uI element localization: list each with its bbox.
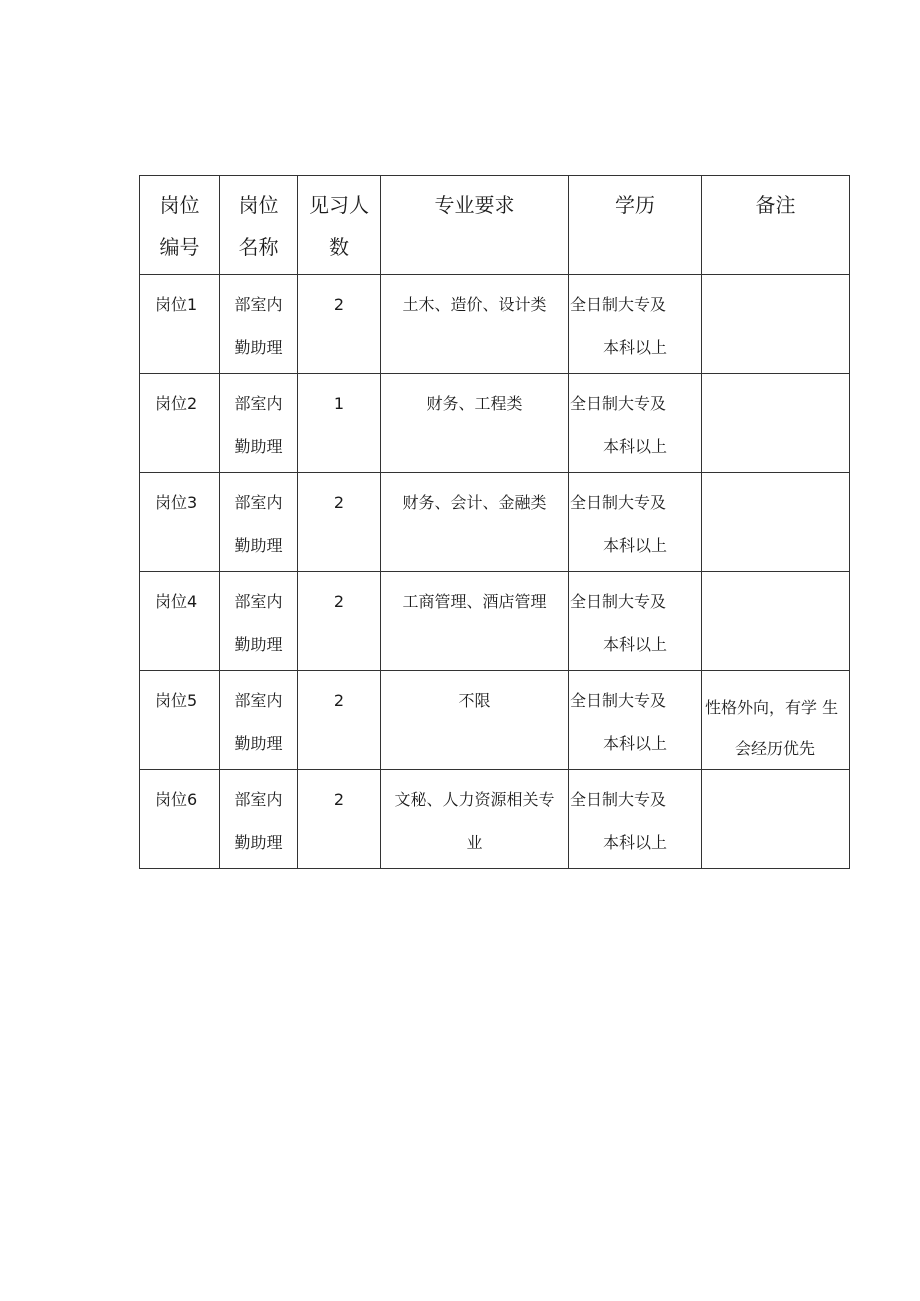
header-post-id	[140, 176, 220, 275]
header-education: 学历	[569, 176, 702, 275]
count-cell: 2	[298, 275, 381, 374]
major-cell: 财务、工程类	[381, 374, 569, 473]
header-notes: 备注	[702, 176, 850, 275]
major-cell: 土木、造价、设计类	[381, 275, 569, 374]
header-post-name-line2: 名称	[238, 235, 279, 259]
education-cell: 全日制大专及 本科以上	[569, 374, 702, 473]
post-id-cell: 岗位5	[140, 671, 220, 770]
header-count-line1: 见习人	[309, 193, 369, 217]
post-name-cell: 部室内 勤助理	[220, 572, 298, 671]
internship-positions-table	[139, 175, 850, 869]
notes-cell	[702, 770, 850, 869]
header-post-name-line1: 岗位	[238, 193, 279, 217]
post-id-cell: 岗位2	[140, 374, 220, 473]
header-row	[140, 176, 850, 275]
table-row	[140, 473, 850, 572]
header-post-id-line2: 编号	[159, 235, 200, 259]
notes-cell: 性格外向，有学 生 会经历优先	[702, 671, 850, 770]
post-name-cell: 部室内 勤助理	[220, 671, 298, 770]
major-cell: 财务、会计、金融类	[381, 473, 569, 572]
education-cell: 全日制大专及 本科以上	[569, 572, 702, 671]
post-id-cell: 岗位4	[140, 572, 220, 671]
header-count	[298, 176, 381, 275]
post-name-cell: 部室内 勤助理	[220, 473, 298, 572]
notes-cell	[702, 572, 850, 671]
table-row	[140, 671, 850, 770]
table-row	[140, 770, 850, 869]
education-cell: 全日制大专及 本科以上	[569, 275, 702, 374]
major-cell: 工商管理、酒店管理	[381, 572, 569, 671]
table-row	[140, 275, 850, 374]
education-cell: 全日制大专及 本科以上	[569, 671, 702, 770]
header-count-line2: 数	[329, 235, 349, 259]
notes-cell	[702, 473, 850, 572]
education-cell: 全日制大专及 本科以上	[569, 770, 702, 869]
major-cell: 文秘、人力资源相关专业	[381, 770, 569, 869]
major-cell: 不限	[381, 671, 569, 770]
count-cell: 2	[298, 572, 381, 671]
post-id-cell: 岗位6	[140, 770, 220, 869]
header-post-id-line1: 岗位	[159, 193, 200, 217]
post-id-cell: 岗位1	[140, 275, 220, 374]
table-row	[140, 572, 850, 671]
post-name-cell: 部室内 勤助理	[220, 275, 298, 374]
notes-cell	[702, 275, 850, 374]
header-major: 专业要求	[381, 176, 569, 275]
table-row	[140, 374, 850, 473]
count-cell: 2	[298, 770, 381, 869]
count-cell: 2	[298, 671, 381, 770]
post-name-cell: 部室内 勤助理	[220, 374, 298, 473]
table-body	[140, 275, 850, 869]
notes-cell	[702, 374, 850, 473]
post-id-cell: 岗位3	[140, 473, 220, 572]
count-cell: 1	[298, 374, 381, 473]
education-cell: 全日制大专及 本科以上	[569, 473, 702, 572]
header-post-name	[220, 176, 298, 275]
post-name-cell: 部室内 勤助理	[220, 770, 298, 869]
table-header	[140, 176, 850, 275]
count-cell: 2	[298, 473, 381, 572]
